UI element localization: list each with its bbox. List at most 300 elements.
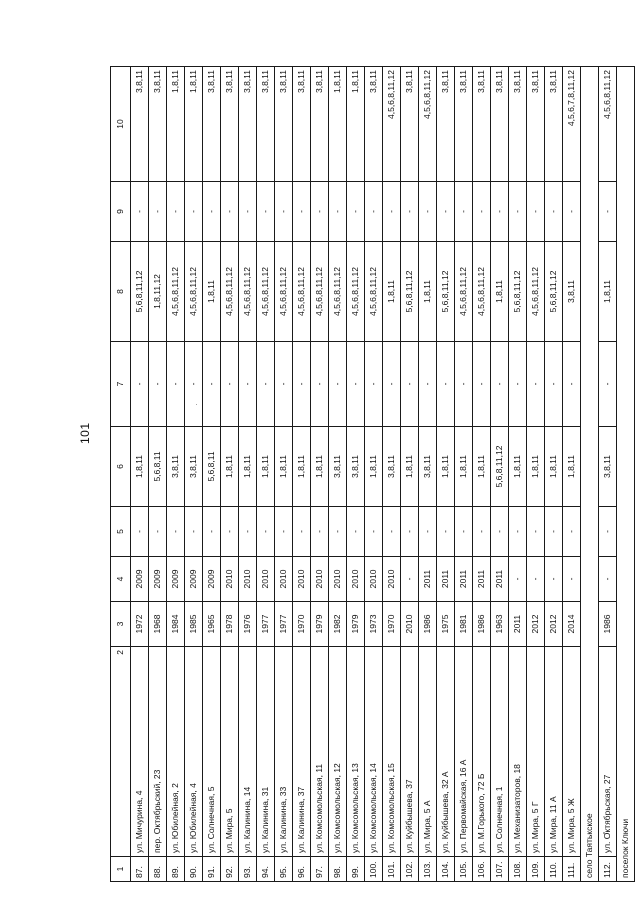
table-cell: 2010: [329, 557, 347, 602]
table-cell: ул. Мира, 5 Ж: [563, 647, 581, 857]
column-header: 7: [111, 342, 131, 427]
table-cell: 93.: [239, 857, 257, 882]
table-row: [293, 67, 311, 882]
table-row: [365, 67, 383, 882]
table-cell: -: [131, 507, 149, 557]
table-cell: -: [401, 507, 419, 557]
table-cell: 1,8,11: [419, 242, 437, 342]
table-cell: 90.: [185, 857, 203, 882]
table-cell: 98.: [329, 857, 347, 882]
table-cell: 1,8,11: [221, 427, 239, 507]
table-cell: 2010: [383, 557, 401, 602]
table-cell: 1970: [293, 602, 311, 647]
table-cell: ул. Мира, 5: [221, 647, 239, 857]
table-cell: -: [275, 182, 293, 242]
table-row: [563, 67, 581, 882]
table-cell: -: [293, 182, 311, 242]
table-cell: 108.: [509, 857, 527, 882]
table-row: [131, 67, 149, 882]
table-row: [167, 67, 185, 882]
table-cell: -: [167, 507, 185, 557]
table-cell: -: [401, 557, 419, 602]
section-row: [581, 67, 599, 882]
table-cell: ул. Солнечная, 1: [491, 647, 509, 857]
table-cell: 3,8,11: [563, 242, 581, 342]
table-cell: 1,8,11: [563, 427, 581, 507]
table-cell: 2014: [563, 602, 581, 647]
table-header-row: [111, 67, 131, 882]
table-cell: 4,5,6,8,11,12: [419, 67, 437, 182]
table-cell: 1979: [347, 602, 365, 647]
table-cell: 3,8,11: [203, 67, 221, 182]
table-cell: 2010: [239, 557, 257, 602]
table-cell: 111.: [563, 857, 581, 882]
table-cell: 3,8,11: [329, 427, 347, 507]
table-cell: 1,8,11: [293, 427, 311, 507]
table-cell: 1,8,11: [185, 67, 203, 182]
table-cell: -: [293, 342, 311, 427]
table-cell: ул. Октябрьская, 27: [599, 647, 617, 857]
table-row: [455, 67, 473, 882]
table-cell: -: [221, 507, 239, 557]
table-cell: 1986: [599, 602, 617, 647]
table-cell: ул. Мира, 5 А: [419, 647, 437, 857]
table-cell: 1,8,11: [437, 427, 455, 507]
table-cell: -: [527, 507, 545, 557]
table-cell: -: [383, 507, 401, 557]
table-row: [437, 67, 455, 882]
table-cell: 3,8,11: [437, 67, 455, 182]
table-row: [383, 67, 401, 882]
table-cell: -: [509, 557, 527, 602]
table-cell: 99.: [347, 857, 365, 882]
table-cell: -: [383, 182, 401, 242]
table-cell: -: [473, 182, 491, 242]
table-cell: -: [545, 182, 563, 242]
table-cell: 1979: [311, 602, 329, 647]
table-cell: ул. Солнечная, 5: [203, 647, 221, 857]
table-cell: 4,5,6,8,11,12: [527, 242, 545, 342]
table-cell: 4,5,6,8,11,12: [257, 242, 275, 342]
column-header: 9: [111, 182, 131, 242]
table-cell: 4,5,6,8,11,12: [293, 242, 311, 342]
table-cell: -: [491, 182, 509, 242]
table-cell: 1,8,11: [203, 242, 221, 342]
table-cell: 5,6,8,11,12: [131, 242, 149, 342]
table-cell: 2011: [473, 557, 491, 602]
table-cell: 3,8,11: [365, 67, 383, 182]
table-cell: 1982: [329, 602, 347, 647]
table-cell: 3,8,11: [401, 67, 419, 182]
table-cell: -: [491, 507, 509, 557]
table-cell: 2010: [311, 557, 329, 602]
table-row: [257, 67, 275, 882]
table-cell: ул. Калинина, 31: [257, 647, 275, 857]
table-cell: ул. Юбилейная, 4: [185, 647, 203, 857]
table-cell: 2010: [401, 602, 419, 647]
table-cell: 2010: [221, 557, 239, 602]
table-cell: 112.: [599, 857, 617, 882]
table-cell: 3,8,11: [239, 67, 257, 182]
table-cell: ул. Калинина, 33: [275, 647, 293, 857]
table-cell: -: [599, 182, 617, 242]
column-header: 2: [111, 647, 131, 857]
table-cell: 1986: [419, 602, 437, 647]
table-cell: 1,8,11: [257, 427, 275, 507]
table-cell: 1,8,11: [491, 242, 509, 342]
table-cell: ул. Первомайская, 16 А: [455, 647, 473, 857]
table-cell: -: [419, 182, 437, 242]
table-row: [185, 67, 203, 882]
table-cell: -: [203, 507, 221, 557]
table-cell: 2009: [185, 557, 203, 602]
table-cell: -: [257, 182, 275, 242]
table-cell: 3,8,11: [509, 67, 527, 182]
column-header: 4: [111, 557, 131, 602]
table-cell: -: [293, 507, 311, 557]
table-cell: 1,8,11: [311, 427, 329, 507]
table-cell: 103.: [419, 857, 437, 882]
table-cell: -: [545, 342, 563, 427]
table-cell: ул. Комсомольская, 14: [365, 647, 383, 857]
table-cell: 2009: [149, 557, 167, 602]
table-cell: -: [545, 507, 563, 557]
table-cell: -: [329, 182, 347, 242]
table-cell: -: [527, 557, 545, 602]
table-cell: -: [437, 342, 455, 427]
table-row: [473, 67, 491, 882]
table-cell: 1970: [383, 602, 401, 647]
table-cell: 5,6,8,11,12: [491, 427, 509, 507]
table-cell: -: [239, 342, 257, 427]
table-cell: 92.: [221, 857, 239, 882]
table-cell: -: [419, 342, 437, 427]
table-cell: 1,8,11: [545, 427, 563, 507]
table-cell: 4,5,6,8,11,12: [185, 242, 203, 342]
table-cell: 1985: [185, 602, 203, 647]
table-cell: -: [563, 342, 581, 427]
table-cell: 3,8,11: [167, 427, 185, 507]
table-cell: -: [257, 507, 275, 557]
table-cell: 94.: [257, 857, 275, 882]
table-cell: 4,5,6,8,11,12: [221, 242, 239, 342]
table-cell: -: [599, 557, 617, 602]
table-cell: 1,8,11: [509, 427, 527, 507]
table-cell: 3,8,11: [347, 427, 365, 507]
table-cell: 96.: [293, 857, 311, 882]
table-cell: 102.: [401, 857, 419, 882]
table-cell: 107.: [491, 857, 509, 882]
table-cell: 3,8,11: [275, 67, 293, 182]
table-cell: 2011: [437, 557, 455, 602]
table-row: [419, 67, 437, 882]
table-cell: 4,5,6,8,11,12: [599, 67, 617, 182]
table-cell: -: [563, 182, 581, 242]
table-cell: -: [149, 182, 167, 242]
table-cell: -: [131, 182, 149, 242]
table-cell: -: [239, 182, 257, 242]
table-cell: 1,8,11: [365, 427, 383, 507]
table-cell: ул. Мира, 11 А: [545, 647, 563, 857]
table-row: [347, 67, 365, 882]
table-cell: -: [401, 342, 419, 427]
table-rotator: [110, 67, 631, 882]
table-cell: 5,6,8,11,12: [401, 242, 419, 342]
table-cell: 95.: [275, 857, 293, 882]
table-cell: 3,8,11: [527, 67, 545, 182]
table-cell: -: [383, 342, 401, 427]
table-cell: ул. Юбилейная, 2: [167, 647, 185, 857]
table-cell: 1,8,11: [329, 67, 347, 182]
table-cell: 1976: [239, 602, 257, 647]
table-cell: -: [455, 342, 473, 427]
table-cell: 105.: [455, 857, 473, 882]
table-cell: 5,6,8,11,12: [545, 242, 563, 342]
table-cell: -: [347, 507, 365, 557]
table-cell: 3,8,11: [419, 427, 437, 507]
table-row: [275, 67, 293, 882]
table-cell: -: [599, 507, 617, 557]
table-cell: -: [473, 507, 491, 557]
table-cell: -: [455, 507, 473, 557]
table-cell: 2012: [545, 602, 563, 647]
table-cell: 1,8,11: [599, 242, 617, 342]
table-row: [545, 67, 563, 882]
table-cell: 109.: [527, 857, 545, 882]
table-cell: 1968: [149, 602, 167, 647]
table-cell: 4,5,6,8,11,12: [473, 242, 491, 342]
table-cell: 3,8,11: [383, 427, 401, 507]
table-cell: 2010: [293, 557, 311, 602]
table-cell: 1,8,11: [473, 427, 491, 507]
table-cell: ул. Калинина, 14: [239, 647, 257, 857]
table-cell: ул. Механизаторов, 18: [509, 647, 527, 857]
table-cell: -: [185, 182, 203, 242]
table-cell: 1,8,11: [527, 427, 545, 507]
table-cell: -: [419, 507, 437, 557]
table-cell: 100.: [365, 857, 383, 882]
table-cell: 4,5,6,8,11,12: [311, 242, 329, 342]
table-row: [401, 67, 419, 882]
table-row: [491, 67, 509, 882]
table-cell: 1,8,11: [383, 242, 401, 342]
table-cell: 5,6,8,11,12: [509, 242, 527, 342]
table-cell: -: [275, 507, 293, 557]
table-cell: 2011: [455, 557, 473, 602]
table-cell: 1972: [131, 602, 149, 647]
table-cell: -: [455, 182, 473, 242]
table-cell: -: [527, 182, 545, 242]
table-cell: -: [329, 342, 347, 427]
table-cell: -: [131, 342, 149, 427]
table-cell: 2009: [203, 557, 221, 602]
table-cell: 2009: [167, 557, 185, 602]
table-cell: ул. Мичурина, 4: [131, 647, 149, 857]
table-cell: -: [329, 507, 347, 557]
column-header: 6: [111, 427, 131, 507]
table-cell: 3,8,11: [149, 67, 167, 182]
table-cell: 4,5,6,8,11,12: [275, 242, 293, 342]
table-cell: 4,5,6,8,11,12: [239, 242, 257, 342]
table-cell: ул. Куйбышева, 37: [401, 647, 419, 857]
table-cell: 1,8,11: [167, 67, 185, 182]
table-cell: -: [509, 182, 527, 242]
table-cell: 3,8,11: [545, 67, 563, 182]
table-cell: 110.: [545, 857, 563, 882]
table-cell: ул. Комсомольская, 13: [347, 647, 365, 857]
data-table: [110, 66, 635, 882]
section-label: село Таятькское: [581, 67, 599, 882]
table-row: [311, 67, 329, 882]
table-row: [599, 67, 617, 882]
table-cell: -: [311, 507, 329, 557]
table-cell: -: [203, 182, 221, 242]
table-cell: -: [347, 182, 365, 242]
table-cell: -: [401, 182, 419, 242]
table-cell: -: [365, 342, 383, 427]
table-cell: 1,8,11: [455, 427, 473, 507]
table-cell: -: [491, 342, 509, 427]
table-row: [527, 67, 545, 882]
table-cell: -: [347, 342, 365, 427]
column-header: 5: [111, 507, 131, 557]
table-cell: -: [545, 557, 563, 602]
table-cell: 2011: [509, 602, 527, 647]
table-cell: пер. Октябрьский, 23: [149, 647, 167, 857]
table-cell: 97.: [311, 857, 329, 882]
table-cell: 88.: [149, 857, 167, 882]
table-cell: 1,8,11: [347, 67, 365, 182]
table-cell: ул. Куйбышева, 32 А: [437, 647, 455, 857]
table-cell: 1975: [437, 602, 455, 647]
table-cell: 3,8,11: [599, 427, 617, 507]
table-cell: -: [563, 557, 581, 602]
table-cell: 1981: [455, 602, 473, 647]
table-cell: 101.: [383, 857, 401, 882]
table-cell: 3,8,11: [257, 67, 275, 182]
table-row: [239, 67, 257, 882]
table-cell: 5,6,8,11,12: [437, 242, 455, 342]
table-cell: -: [185, 507, 203, 557]
table-cell: 4,5,6,7,8,11,12: [563, 67, 581, 182]
table-cell: 2012: [527, 602, 545, 647]
table-cell: 1963: [491, 602, 509, 647]
table-cell: -: [365, 182, 383, 242]
column-header: 10: [111, 67, 131, 182]
table-cell: 3,8,11: [185, 427, 203, 507]
table-cell: 1977: [275, 602, 293, 647]
table-cell: 5,6,8,11: [149, 427, 167, 507]
table-cell: 3,8,11: [473, 67, 491, 182]
table-cell: -: [473, 342, 491, 427]
table-cell: -: [509, 507, 527, 557]
table-cell: 89.: [167, 857, 185, 882]
table-cell: 3,8,11: [311, 67, 329, 182]
column-header: 8: [111, 242, 131, 342]
table-cell: 2011: [419, 557, 437, 602]
table-cell: ул. Комсомольская, 12: [329, 647, 347, 857]
rotated-table-area: [110, 67, 631, 882]
table-cell: 1,8,11: [239, 427, 257, 507]
table-cell: 3,8,11: [293, 67, 311, 182]
table-cell: 4,5,6,8,11,12: [383, 67, 401, 182]
table-cell: 1,8,11,12: [149, 242, 167, 342]
table-cell: ул. Калинина, 37: [293, 647, 311, 857]
table-cell: 2010: [275, 557, 293, 602]
table-cell: 87.: [131, 857, 149, 882]
table-cell: 4,5,6,8,11,12: [365, 242, 383, 342]
column-header: 1: [111, 857, 131, 882]
table-row: [203, 67, 221, 882]
table-cell: 1986: [473, 602, 491, 647]
table-cell: -: [509, 342, 527, 427]
section-row: [617, 67, 635, 882]
table-cell: -: [167, 182, 185, 242]
table-cell: -: [563, 507, 581, 557]
table-cell: 3,8,11: [221, 67, 239, 182]
table-cell: -: [149, 342, 167, 427]
table-cell: 4,5,6,8,11,12: [329, 242, 347, 342]
table-cell: 1,8,11: [131, 427, 149, 507]
table-cell: 91.: [203, 857, 221, 882]
table-cell: -: [599, 342, 617, 427]
table-cell: 4,5,6,8,11,12: [347, 242, 365, 342]
table-cell: -: [311, 342, 329, 427]
table-cell: -: [167, 342, 185, 427]
table-cell: -: [221, 342, 239, 427]
table-row: [509, 67, 527, 882]
table-cell: 1973: [365, 602, 383, 647]
table-cell: -: [257, 342, 275, 427]
table-cell: 1,8,11: [401, 427, 419, 507]
table-row: [149, 67, 167, 882]
section-label: поселок Ключи: [617, 67, 635, 882]
table-cell: -: [239, 507, 257, 557]
table-cell: 1977: [257, 602, 275, 647]
column-header: 3: [111, 602, 131, 647]
table-cell: 5,6,8,11: [203, 427, 221, 507]
table-cell: 4,5,6,8,11,12: [455, 242, 473, 342]
table-cell: ул. Комсомольская, 11: [311, 647, 329, 857]
table-cell: 1,8,11: [275, 427, 293, 507]
table-cell: -: [275, 342, 293, 427]
table-cell: -: [185, 342, 203, 427]
table-cell: -: [527, 342, 545, 427]
table-cell: 104.: [437, 857, 455, 882]
table-cell: 2010: [365, 557, 383, 602]
table-cell: 1965: [203, 602, 221, 647]
table-cell: -: [221, 182, 239, 242]
table-row: [221, 67, 239, 882]
table-row: [329, 67, 347, 882]
table-cell: 3,8,11: [131, 67, 149, 182]
table-cell: -: [203, 342, 221, 427]
table-cell: 106.: [473, 857, 491, 882]
table-cell: -: [437, 182, 455, 242]
page-number: 101: [78, 422, 92, 444]
table-cell: ул. Мира, 5 Г: [527, 647, 545, 857]
table-cell: ул. М.Горького, 72 Б: [473, 647, 491, 857]
table-cell: -: [365, 507, 383, 557]
table-cell: 2010: [347, 557, 365, 602]
table-cell: -: [437, 507, 455, 557]
table-cell: 3,8,11: [455, 67, 473, 182]
table-cell: 2009: [131, 557, 149, 602]
table-cell: 4,5,6,8,11,12: [167, 242, 185, 342]
table-body: [131, 67, 635, 882]
table-cell: 2010: [257, 557, 275, 602]
table-cell: 3,8,11: [491, 67, 509, 182]
